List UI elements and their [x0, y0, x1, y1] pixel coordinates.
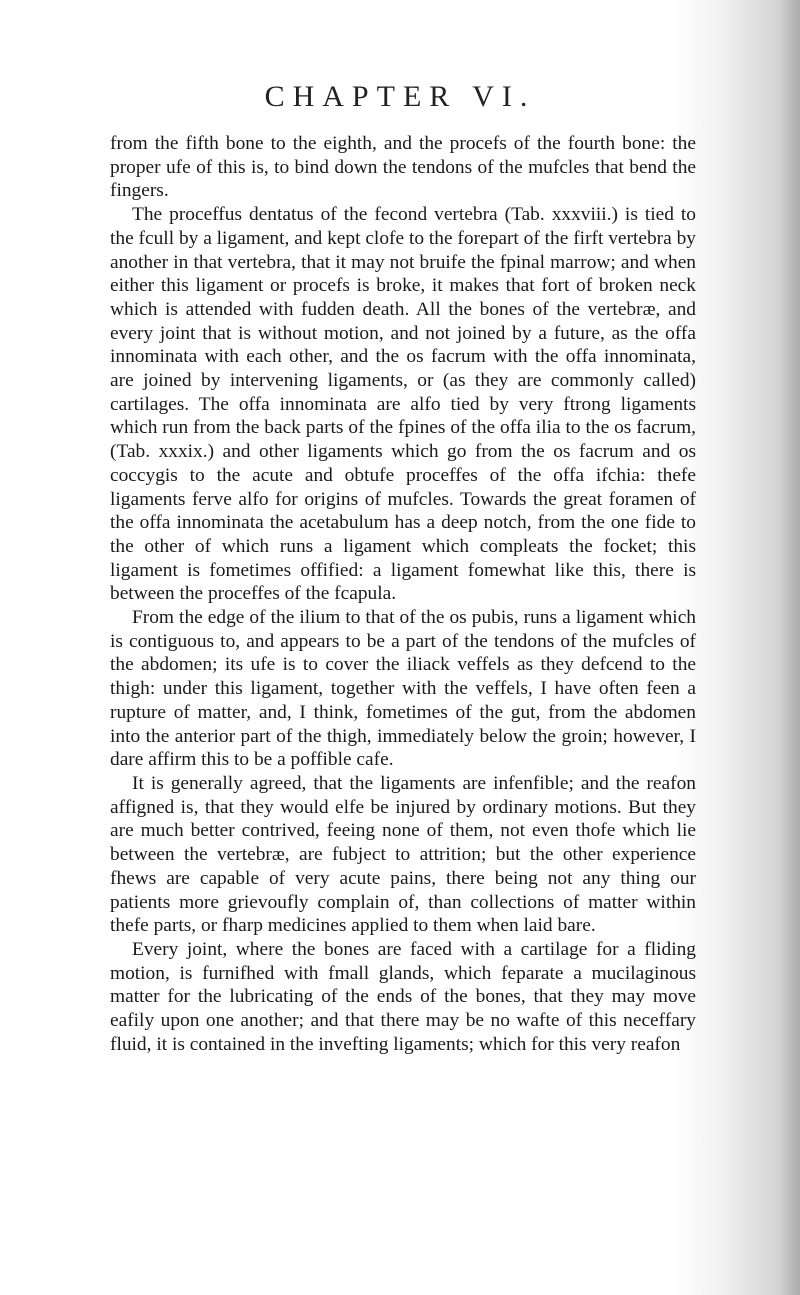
page-edge-shadow [778, 0, 800, 1295]
body-text [110, 132, 696, 1056]
paragraph-joint-glands: Every joint, where the bones are faced with a cartilage for a fliding motion, is furnifhed with fmall glands, which feparate a mucilaginous matter for the lubricating of the ends of the bones, that they may move eafily upon one another; and that there may be no wafte of this neceffary fluid, it is contained in the invefting ligaments; which for this very reafon [110, 938, 696, 1055]
chapter-heading: CHAPTER VI. [264, 80, 536, 113]
paragraph-ligaments-vertebra: The proceffus dentatus of the fecond vertebra (Tab. xxxviii.) is tied to the fcull by a ligament, and kept clofe to the forepart of the firft vertebra by another in that vertebra, that it may not bruife the fpinal marrow; and when either this ligament or procefs is broke, it makes that fort of broken neck which is attended with fudden death. All the bones of the vertebræ, and every joint that is without motion, and not joined by a future, as the offa innominata with each other, and the os facrum with the offa innominata, are joined by intervening ligaments, or (as they are commonly called) cartilages. The offa innominata are alfo tied by very ftrong ligaments which run from the back parts of the fpines of the offa ilia to the os facrum, (Tab. xxxix.) and other ligaments which go from the os facrum and os coccygis to the acute and obtufe proceffes of the offa ifchia: thefe ligaments ferve alfo for origins of mufcles. Towards the great foramen of the offa innominata the acetabulum has a deep notch, from the one fide to the other of which runs a ligament which compleats the focket; this ligament is fometimes offified: a ligament fomewhat like this, there is between the proceffes of the fcapula. [110, 204, 696, 605]
paragraph-ilium-ligament: From the edge of the ilium to that of the os pubis, runs a ligament which is contiguous to, and appears to be a part of the tendons of the mufcles of the abdomen; its ufe is to cover the iliack veffels as they defcend to the thigh: under this ligament, together with the veffels, I have often feen a rupture of matter, and, I think, fometimes of the gut, from the abdomen into the anterior part of the thigh, immediately below the groin; however, I dare affirm this to be a poffible cafe. [110, 607, 696, 771]
paragraph-sensibility: It is generally agreed, that the ligaments are infenfible; and the reafon affigned is, that they would elfe be injured by ordinary motions. But they are much better contrived, feeing none of them, not even thofe which lie between the vertebræ, are fubject to attrition; but the other experience fhews are capable of very acute pains, there being not any thing our patients more grievoufly complain of, than collections of matter within thefe parts, or fharp medicines applied to them when laid bare. [110, 772, 696, 937]
paragraph-continued: from the fifth bone to the eighth, and the procefs of the fourth bone: the proper ufe of this is, to bind down the tendons of the mufcles that bend the fingers. [110, 133, 696, 202]
